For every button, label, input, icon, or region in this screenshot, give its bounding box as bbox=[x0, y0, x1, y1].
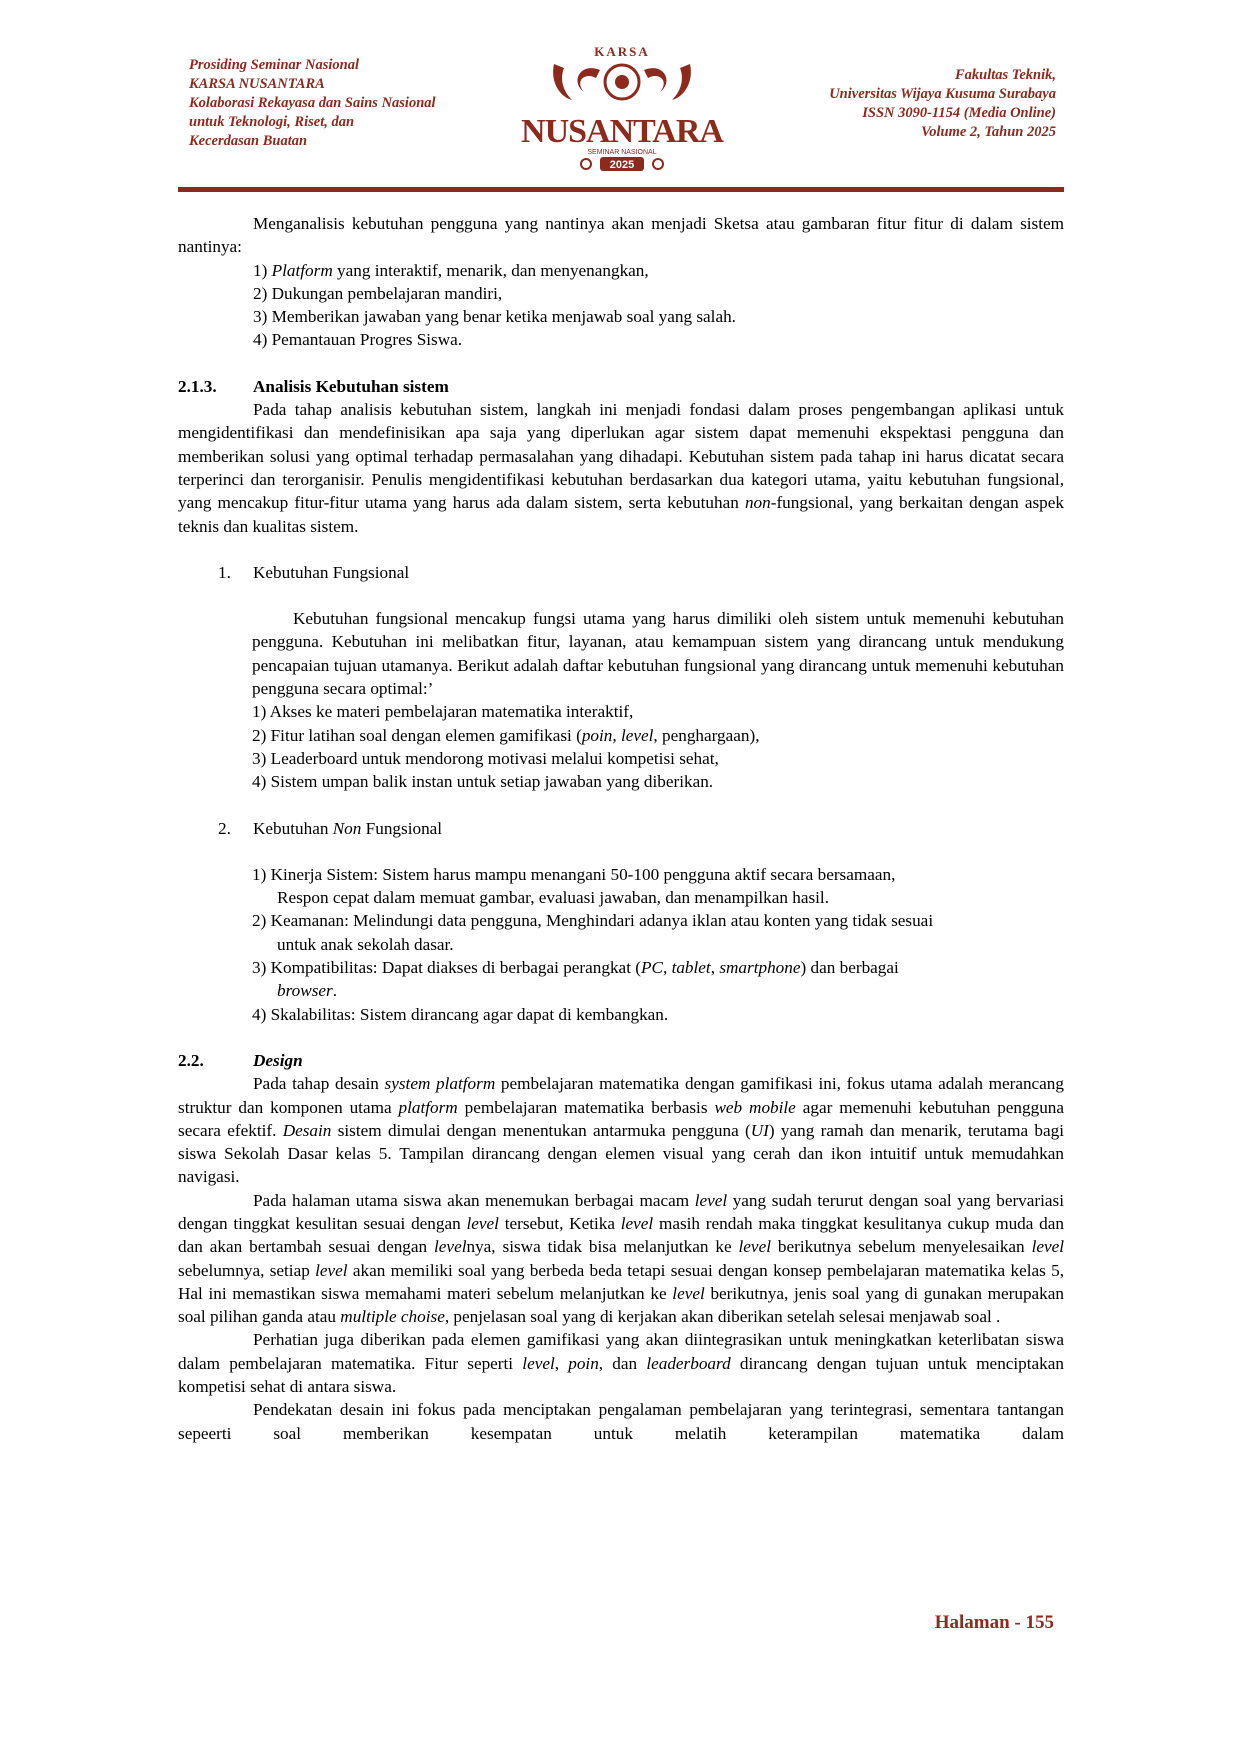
issn: ISSN 3090-1154 (Media Online) bbox=[862, 105, 1056, 121]
seminar-name: KARSA NUSANTARA bbox=[189, 76, 325, 92]
nonfunctional-list bbox=[178, 863, 1064, 1026]
logo-year: 2025 bbox=[609, 159, 635, 171]
list-item: 3) Memberikan jawaban yang benar ketika menjawab soal yang salah. bbox=[253, 307, 736, 327]
functional-description: Kebutuhan fungsional mencakup fungsi utama yang harus dimiliki oleh sistem untuk memenuhi kebutuhan pengguna. Kebutuhan ini melibatkan fitur, layanan, atau kemampuan sistem yang dirancang untuk mendukung pencapaian tujuan utamanya. Berikut adalah daftar kebutuhan fungsional yang dirancang untuk memenuhi kebutuhan pengguna secara optimal:’ bbox=[252, 609, 1064, 699]
section-heading-2-1-3 bbox=[178, 375, 1064, 398]
section-number: 2.2. bbox=[178, 1050, 204, 1070]
page-number: Halaman - 155 bbox=[934, 1612, 1054, 1633]
header-divider bbox=[178, 187, 1064, 192]
seminar-subtitle-line2: untuk Teknologi, Riset, dan bbox=[189, 114, 355, 130]
list-item: 3) Kompatibilitas: Dapat diakses di berbagai perangkat (PC, tablet, smartphone) dan berbagai browser. bbox=[252, 958, 899, 1001]
design-paragraph-3: Perhatian juga diberikan pada elemen gamifikasi yang akan diintegrasikan untuk meningkatkan keterlibatan siswa dalam pembelajaran matematika. Fitur seperti level, poin, dan leaderboard dirancang dengan tujuan untuk menciptakan kompetisi sehat di antara siswa. bbox=[178, 1330, 1064, 1397]
section-heading-2-2 bbox=[178, 1049, 1064, 1072]
seminar-subtitle-line1: Kolaborasi Rekayasa dan Sains Nasional bbox=[189, 95, 436, 111]
nonfunctional-heading: 2. Kebutuhan Non Fungsional bbox=[218, 818, 443, 838]
list-item: 2) Fitur latihan soal dengan elemen gamifikasi (poin, level, penghargaan), bbox=[252, 725, 760, 745]
header-right-block bbox=[736, 66, 1056, 142]
list-item: 4) Skalabilitas: Sistem dirancang agar dapat di kembangkan. bbox=[252, 1004, 669, 1024]
seminar-subtitle-line3: Kecerdasan Buatan bbox=[189, 133, 308, 149]
section-title: Design bbox=[253, 1050, 303, 1070]
logo-sub-text: SEMINAR NASIONAL bbox=[587, 149, 657, 156]
design-paragraph-2: Pada halaman utama siswa akan menemukan berbagai macam level yang sudah terurut dengan soal yang bervariasi dengan tinggkat kesulitan sesuai dengan level tersebut, Ketika level masih rendah maka tinggkat kesulitanya cukup muda dan dan akan bertambah sesuai dengan levelnya, siswa tidak bisa melanjutkan ke level berikutnya sebelum menyelesaikan level sebelumnya, setiap level akan memiliki soal yang berbeda beda tetapi sesuai dengan konsep pembelajaran matematika kelas 5, Hal ini memastikan siswa memahami materi sebelum melanjutkan ke level berikutnya, jenis soal yang di gunakan merupakan soal pilihan ganda atau multiple choise, penjelasan soal yang di kerjakan akan diberikan setelah selesai menjawab soal . bbox=[178, 1190, 1065, 1327]
design-paragraph-4: Pendekatan desain ini fokus pada menciptakan pengalaman pembelajaran yang terintegrasi, sementara tantangan sepeerti soal memberikan kesempatan untuk melatih keterampilan matematika dalam bbox=[178, 1400, 1064, 1443]
design-paragraph-1: Pada tahap desain system platform pembelajaran matematika dengan gamifikasi ini, fokus utama adalah merancang struktur dan komponen utama platform pembelajaran matematika berbasis web mobile agar memenuhi kebutuhan pengguna secara efektif. Desain sistem dimulai dengan menentukan antarmuka pengguna (UI) yang ramah dan menarik, terutama bagi siswa Sekolah Dasar kelas 5. Tampilan dirancang dengan elemen visual yang cerah dan ikon intuitif untuk memudahkan navigasi. bbox=[178, 1074, 1065, 1187]
logo-top-text: KARSA bbox=[594, 44, 650, 59]
list-item: 1) Akses ke materi pembelajaran matematika interaktif, bbox=[252, 702, 634, 722]
section-title: Analisis Kebutuhan sistem bbox=[253, 376, 449, 396]
list-item: 4) Sistem umpan balik instan untuk setiap jawaban yang diberikan. bbox=[252, 772, 714, 792]
list-item: 1) Platform yang interaktif, menarik, dan menyenangkan, bbox=[253, 260, 649, 280]
section-number: 2.1.3. bbox=[178, 376, 217, 396]
page-content bbox=[178, 212, 1064, 1445]
logo-main-text: NUSANTARA bbox=[521, 113, 723, 150]
faculty-name: Fakultas Teknik, bbox=[955, 67, 1056, 83]
list-item: 2) Keamanan: Melindungi data pengguna, Menghindari adanya iklan atau konten yang tidak sesuai untuk anak sekolah dasar. bbox=[252, 911, 934, 954]
functional-heading: 1. Kebutuhan Fungsional bbox=[218, 562, 410, 582]
list-item: 4) Pemantauan Progres Siswa. bbox=[253, 330, 463, 350]
proceeding-title: Prosiding Seminar Nasional bbox=[189, 57, 360, 73]
intro-list bbox=[178, 259, 1064, 352]
list-item: 1) Kinerja Sistem: Sistem harus mampu menangani 50-100 pengguna aktif secara bersamaan, Respon cepat dalam memuat gambar, evaluasi jawaban, dan menampilkan hasil. bbox=[252, 864, 896, 908]
list-item: 3) Leaderboard untuk mendorong motivasi melalui kompetisi sehat, bbox=[252, 748, 719, 768]
university-name: Universitas Wijaya Kusuma Surabaya bbox=[829, 86, 1056, 102]
karsa-nusantara-logo bbox=[521, 42, 723, 175]
volume-year: Volume 2, Tahun 2025 bbox=[921, 124, 1056, 140]
analysis-paragraph: Pada tahap analisis kebutuhan sistem, langkah ini menjadi fondasi dalam proses pengembangan aplikasi untuk mengidentifikasi dan mendefinisikan apa saja yang diperlukan agar sistem dapat memenuhi ekspektasi pengguna dan memberikan solusi yang optimal terhadap permasalahan yang dihadapi. Kebutuhan sistem pada tahap ini harus dicatat secara terperinci dan terorganisir. Penulis mengidentifikasi kebutuhan berdasarkan dua kategori utama, yaitu kebutuhan fungsional, yang mencakup fitur-fitur utama yang harus ada dalam sistem, serta kebutuhan non-fungsional, yang berkaitan dengan aspek teknis dan kualitas sistem. bbox=[178, 400, 1064, 536]
header-left-block bbox=[189, 56, 509, 151]
list-item: 2) Dukungan pembelajaran mandiri, bbox=[253, 283, 503, 303]
functional-list bbox=[178, 700, 1064, 793]
intro-paragraph: Menganalisis kebutuhan pengguna yang nantinya akan menjadi Sketsa atau gambaran fitur fitur di dalam sistem nantinya: bbox=[178, 214, 1064, 257]
